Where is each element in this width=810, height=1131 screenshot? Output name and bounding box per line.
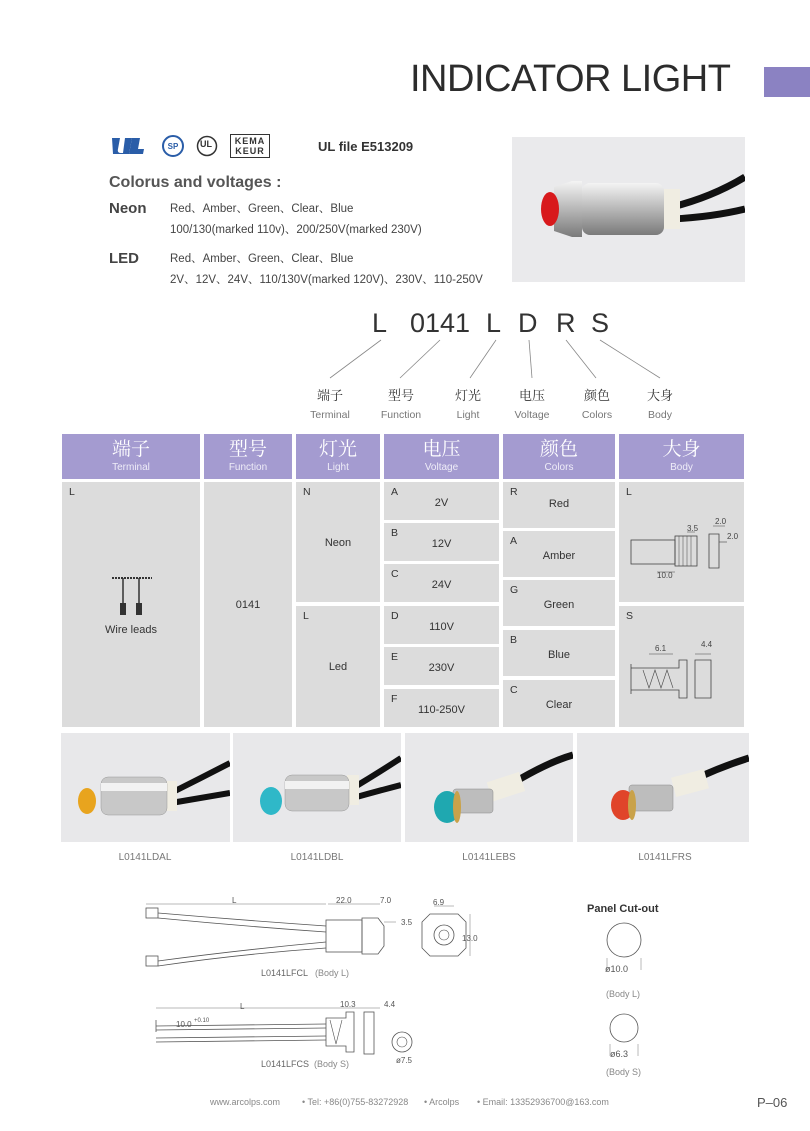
svg-text:SP: SP <box>167 142 179 151</box>
neon-label: Neon <box>109 200 147 217</box>
code-field-cn: 端子 <box>316 388 343 403</box>
product-caption: L0141LDBL <box>290 852 344 863</box>
cutout-label-s: (Body S) <box>606 1067 642 1077</box>
drawing-body-label: (Body L) <box>315 968 350 978</box>
voltage-label: 230V <box>428 662 455 674</box>
keur-text: KEUR <box>235 146 265 156</box>
light-code: L <box>303 610 309 622</box>
table-cell-color <box>503 680 615 727</box>
drawing-dim: 10.0 <box>176 1020 192 1029</box>
product-caption: L0141LDAL <box>118 852 172 863</box>
code-field-cn: 灯光 <box>454 388 481 403</box>
color-code: C <box>510 684 518 696</box>
code-field-en: Voltage <box>514 409 550 421</box>
voltage-code: F <box>391 693 398 705</box>
product-photo <box>577 733 749 842</box>
voltage-code: D <box>391 610 399 622</box>
code-field-en: Light <box>456 409 480 421</box>
code-letter-colors: R <box>556 308 576 338</box>
footer-website-link[interactable]: www.arcolps.com <box>210 1097 281 1107</box>
drawing-dim: L <box>232 896 237 905</box>
cutout-dim-l: ø10.0 <box>605 964 629 974</box>
voltage-label: 110-250V <box>418 704 465 716</box>
table-cell-color <box>503 580 615 626</box>
table-cell-body-l <box>619 482 744 602</box>
ul-file-number: UL file E513209 <box>318 139 414 154</box>
cutout-dim-s: ø6.3 <box>610 1049 629 1059</box>
drawing-dim: 13.0 <box>462 934 478 943</box>
body-s-drawing <box>629 646 739 706</box>
drawing-dim: +0.10 <box>194 1018 210 1024</box>
hero-product-photo <box>512 137 745 282</box>
footer-tel: • Tel: +86(0)755-83272928 <box>302 1097 409 1107</box>
color-code: A <box>510 535 518 547</box>
table-cell-color <box>503 531 615 577</box>
body-l-dim: 3.5 <box>687 524 699 533</box>
drawing-dim: L <box>240 1002 245 1011</box>
code-field-en: Terminal <box>310 409 350 421</box>
table-header-terminal: 端子 Terminal <box>62 434 200 479</box>
table-cell-voltage <box>384 689 499 727</box>
table-header-colors: 颜色 Colors <box>503 434 615 479</box>
voltage-code: B <box>391 527 399 539</box>
table-cell-voltage <box>384 482 499 520</box>
cutout-label-l: (Body L) <box>606 989 641 999</box>
body-s-dim: 4.4 <box>701 640 713 649</box>
drawing-dim: 6.9 <box>433 898 445 907</box>
product-photo <box>61 733 230 842</box>
product-caption: L0141LEBS <box>462 852 516 863</box>
color-label: Green <box>543 599 575 611</box>
drawing-dim: 3.5 <box>401 918 413 927</box>
voltage-code: C <box>391 568 399 580</box>
neon-voltages: 100/130(marked 110v)、200/250V(marked 230V) <box>170 224 422 236</box>
led-colors: Red、Amber、Green、Clear、Blue <box>170 253 354 265</box>
table-cell-color <box>503 482 615 528</box>
code-field-cn: 大身 <box>646 388 673 403</box>
code-field-en: Body <box>648 409 672 421</box>
code-letter-terminal: L <box>372 308 388 338</box>
panel-cutout-title: Panel Cut-out <box>587 903 659 915</box>
title-accent-bar <box>764 67 810 97</box>
color-label: Clear <box>545 699 573 711</box>
code-field-en: Function <box>380 409 422 421</box>
drawing-dim: 10.3 <box>340 1000 356 1009</box>
body-l-dim: 2.0 <box>715 517 727 526</box>
table-cell-voltage <box>384 564 499 602</box>
color-code: G <box>510 584 519 596</box>
page-title: INDICATOR LIGHT <box>410 58 731 100</box>
table-cell-light-neon <box>296 482 380 602</box>
code-letter-voltage: D <box>518 308 538 338</box>
code-field-cn: 型号 <box>387 388 414 403</box>
wire-leads-icon <box>110 575 154 617</box>
color-label: Red <box>548 498 570 510</box>
table-cell-color <box>503 630 615 676</box>
table-cell-voltage <box>384 606 499 644</box>
drawing-dim: 22.0 <box>336 896 352 905</box>
product-photo <box>405 733 573 842</box>
color-code: R <box>510 486 518 498</box>
light-label: Led <box>328 661 348 673</box>
light-code: N <box>303 486 311 498</box>
code-field-cn: 颜色 <box>583 388 610 403</box>
drawing-dim: 7.0 <box>380 896 392 905</box>
csa-icon <box>160 134 186 158</box>
table-header-function: 型号 Function <box>204 434 292 479</box>
drawing-body-label: (Body S) <box>314 1059 350 1069</box>
specs-heading: Colorus and voltages : <box>109 174 282 191</box>
footer-brand: • Arcolps <box>424 1097 460 1107</box>
code-field-cn: 电压 <box>518 388 545 403</box>
body-code: S <box>626 610 634 622</box>
body-s-dim: 6.1 <box>655 644 667 653</box>
code-letter-light: L <box>486 308 502 338</box>
drawing-dim: ø7.5 <box>396 1056 413 1065</box>
table-cell-voltage <box>384 647 499 685</box>
voltage-code: E <box>391 651 399 663</box>
body-code: L <box>626 486 632 498</box>
footer-email-link[interactable]: • Email: 13352936700@163.com <box>477 1097 609 1107</box>
color-label: Amber <box>542 550 576 562</box>
code-field-en: Colors <box>581 409 613 421</box>
voltage-label: 2V <box>434 497 449 509</box>
color-code: B <box>510 634 518 646</box>
terminal-code: L <box>69 486 75 498</box>
color-label: Blue <box>547 649 571 661</box>
ul-recognized-icon <box>110 134 146 158</box>
table-cell-voltage <box>384 523 499 561</box>
table-header-body: 大身 Body <box>619 434 744 479</box>
voltage-code: A <box>391 486 399 498</box>
led-voltages: 2V、12V、24V、110/130V(marked 120V)、230V、110-250V <box>170 274 483 286</box>
page-number: P–06 <box>757 1095 788 1110</box>
function-value: 0141 <box>235 599 261 611</box>
code-letter-function: 0141 <box>410 308 471 338</box>
neon-colors: Red、Amber、Green、Clear、Blue <box>170 203 354 215</box>
table-cell-terminal <box>62 482 200 727</box>
body-l-dim: 10.0 <box>657 571 673 580</box>
code-letter-body: S <box>591 308 610 338</box>
product-photo <box>233 733 401 842</box>
voltage-label: 24V <box>431 579 452 591</box>
voltage-label: 12V <box>431 538 452 550</box>
ul-listed-text: UL <box>200 139 212 149</box>
table-cell-body-s <box>619 606 744 727</box>
table-cell-function <box>204 482 292 727</box>
table-header-voltage: 电压 Voltage <box>384 434 499 479</box>
drawing-caption: L0141LFCS <box>261 1059 310 1069</box>
drawing-dim: 4.4 <box>384 1000 396 1009</box>
ul-listed-icon <box>195 134 219 158</box>
table-header-light: 灯光 Light <box>296 434 380 479</box>
product-caption: L0141LFRS <box>638 852 692 863</box>
body-s-technical-drawing <box>150 998 440 1062</box>
kema-keur-icon <box>230 134 270 158</box>
body-l-dim: 2.0 <box>727 532 739 541</box>
kema-text: KEMA <box>234 136 266 146</box>
light-label: Neon <box>324 537 352 549</box>
led-label: LED <box>109 250 139 267</box>
terminal-label: Wire leads <box>105 624 157 636</box>
table-cell-light-led <box>296 606 380 727</box>
drawing-caption: L0141LFCL <box>261 968 309 978</box>
voltage-label: 110V <box>429 621 454 633</box>
